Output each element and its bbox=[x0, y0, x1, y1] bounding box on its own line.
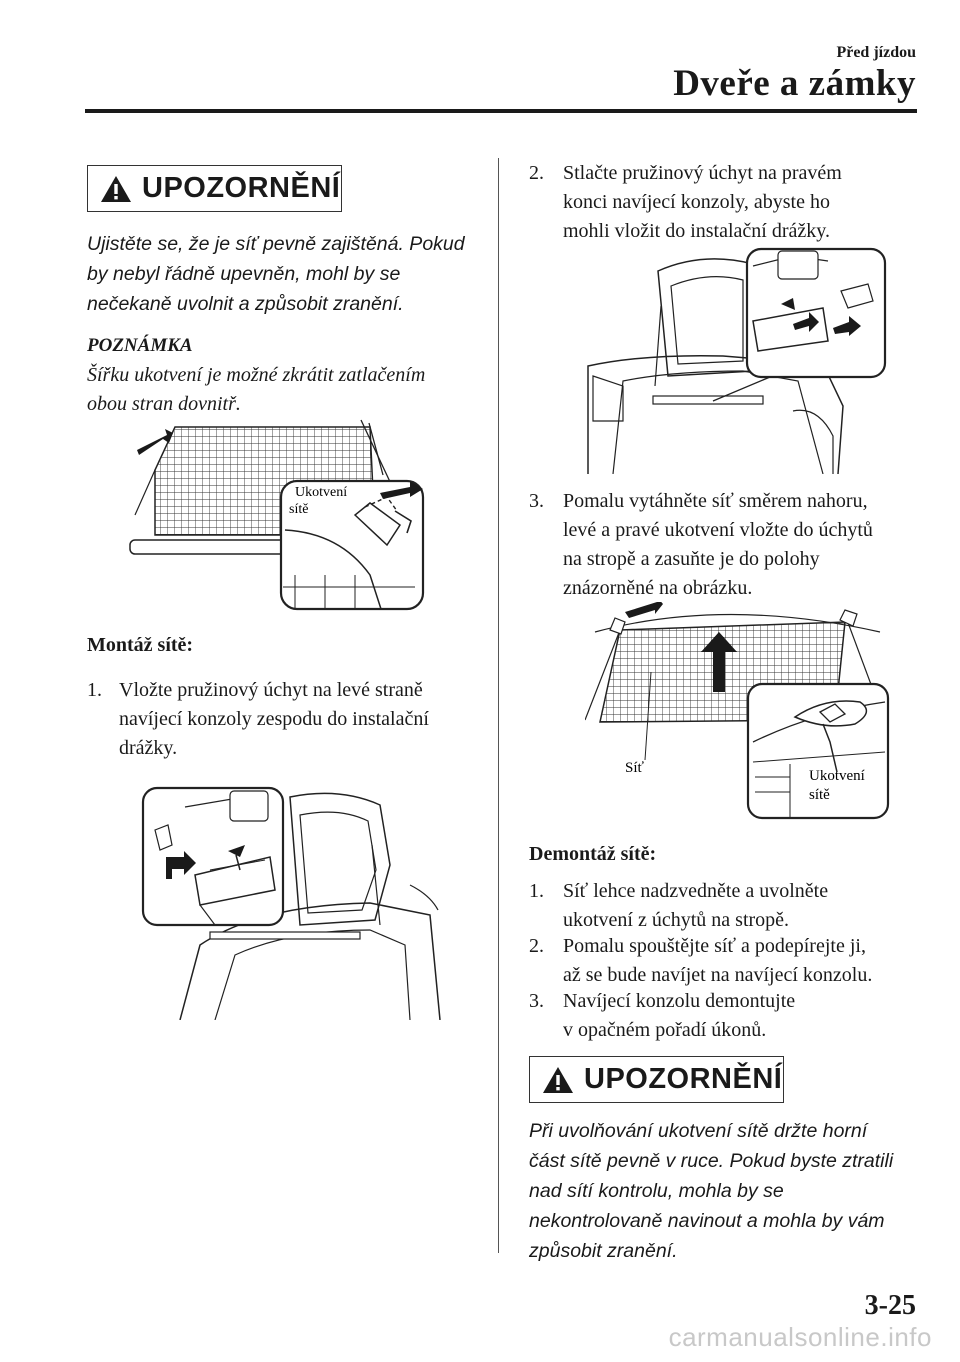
warning-box bbox=[529, 1056, 784, 1103]
step-number: 1. bbox=[87, 679, 102, 701]
warning-title: UPOZORNĚNÍ bbox=[584, 1063, 783, 1095]
warning-line: by nebyl řádně upevněn, mohl by se bbox=[87, 263, 401, 285]
step-number: 2. bbox=[529, 162, 544, 184]
figure-right-clip bbox=[583, 246, 888, 474]
figure-net-raised bbox=[585, 602, 890, 820]
step-line: Pomalu vytáhněte síť směrem nahoru, bbox=[563, 490, 868, 512]
step-line: v opačném pořadí úkonů. bbox=[563, 1019, 767, 1041]
step-line: až se bude navíjet na navíjecí konzolu. bbox=[563, 964, 873, 986]
install-step-3 bbox=[529, 487, 929, 603]
anchor-label-line2: sítě bbox=[809, 787, 830, 803]
step-line: drážky. bbox=[119, 737, 178, 759]
remove-step-1 bbox=[529, 877, 929, 935]
section-title: Před jízdou bbox=[836, 44, 916, 61]
warning-line: způsobit zranění. bbox=[529, 1240, 678, 1262]
step-line: Stlačte pružinový úchyt na pravém bbox=[563, 162, 842, 184]
note-line: Šířku ukotvení je možné zkrátit zatlačením bbox=[87, 364, 426, 386]
warning-line: Ujistěte se, že je síť pevně zajištěná. Pokud bbox=[87, 233, 465, 255]
net-label: Síť bbox=[625, 760, 644, 776]
anchor-label-line1: Ukotvení bbox=[295, 485, 348, 500]
warning-line: nad sítí kontrolu, mohla by se bbox=[529, 1180, 784, 1202]
warning-box bbox=[87, 165, 342, 212]
anchor-label-line2: sítě bbox=[289, 502, 309, 517]
step-line: Síť lehce nadzvedněte a uvolněte bbox=[563, 880, 829, 902]
warning-line: nekontrolovaně navinout a mohla by vám bbox=[529, 1210, 885, 1232]
note-text bbox=[87, 361, 425, 419]
warning-text bbox=[87, 229, 465, 319]
step-line: ukotvení z úchytů na stropě. bbox=[563, 909, 790, 931]
step-number: 1. bbox=[529, 880, 544, 902]
remove-heading: Demontáž sítě: bbox=[529, 843, 657, 865]
note-line: obou stran dovnitř. bbox=[87, 393, 241, 415]
install-step-1 bbox=[87, 676, 482, 763]
figure-left-clip bbox=[140, 785, 445, 1020]
warning-triangle-icon bbox=[100, 175, 132, 203]
step-line: mohli vložit do instalační drážky. bbox=[563, 220, 830, 242]
warning-line: Při uvolňování ukotvení sítě držte horní bbox=[529, 1120, 868, 1142]
step-line: Pomalu spouštějte síť a podepírejte ji, bbox=[563, 935, 866, 957]
warning-title: UPOZORNĚNÍ bbox=[142, 172, 341, 204]
step-line: Vložte pružinový úchyt na levé straně bbox=[119, 679, 423, 701]
step-line: Navíjecí konzolu demontujte bbox=[563, 990, 796, 1012]
figure-net-anchor bbox=[125, 415, 425, 615]
install-step-2 bbox=[529, 159, 924, 246]
header-rule bbox=[85, 109, 917, 113]
anchor-label-line1: Ukotvení bbox=[809, 768, 865, 784]
step-line: levé a pravé ukotvení vložte do úchytů bbox=[563, 519, 873, 541]
step-line: na stropě a zasuňte je do polohy bbox=[563, 548, 820, 570]
watermark: carmanualsonline.info bbox=[668, 1322, 932, 1352]
remove-step-3 bbox=[529, 987, 929, 1045]
step-number: 3. bbox=[529, 990, 544, 1012]
step-line: konci navíjecí konzoly, abyste ho bbox=[563, 191, 830, 213]
remove-step-2 bbox=[529, 932, 939, 990]
column-divider bbox=[498, 158, 499, 1253]
page-number: 3-25 bbox=[864, 1290, 916, 1321]
warning-line: nečekaně uvolnit a způsobit zranění. bbox=[87, 293, 404, 315]
warning-triangle-icon bbox=[542, 1066, 574, 1094]
step-line: znázorněné na obrázku. bbox=[563, 577, 753, 599]
chapter-title: Dveře a zámky bbox=[673, 63, 916, 104]
step-number: 2. bbox=[529, 935, 544, 957]
step-line: navíjecí konzoly zespodu do instalační bbox=[119, 708, 429, 730]
install-heading: Montáž sítě: bbox=[87, 634, 194, 656]
warning-text bbox=[529, 1116, 893, 1266]
step-number: 3. bbox=[529, 490, 544, 512]
warning-line: část sítě pevně v ruce. Pokud byste ztratili bbox=[529, 1150, 894, 1172]
note-title: POZNÁMKA bbox=[87, 335, 193, 356]
